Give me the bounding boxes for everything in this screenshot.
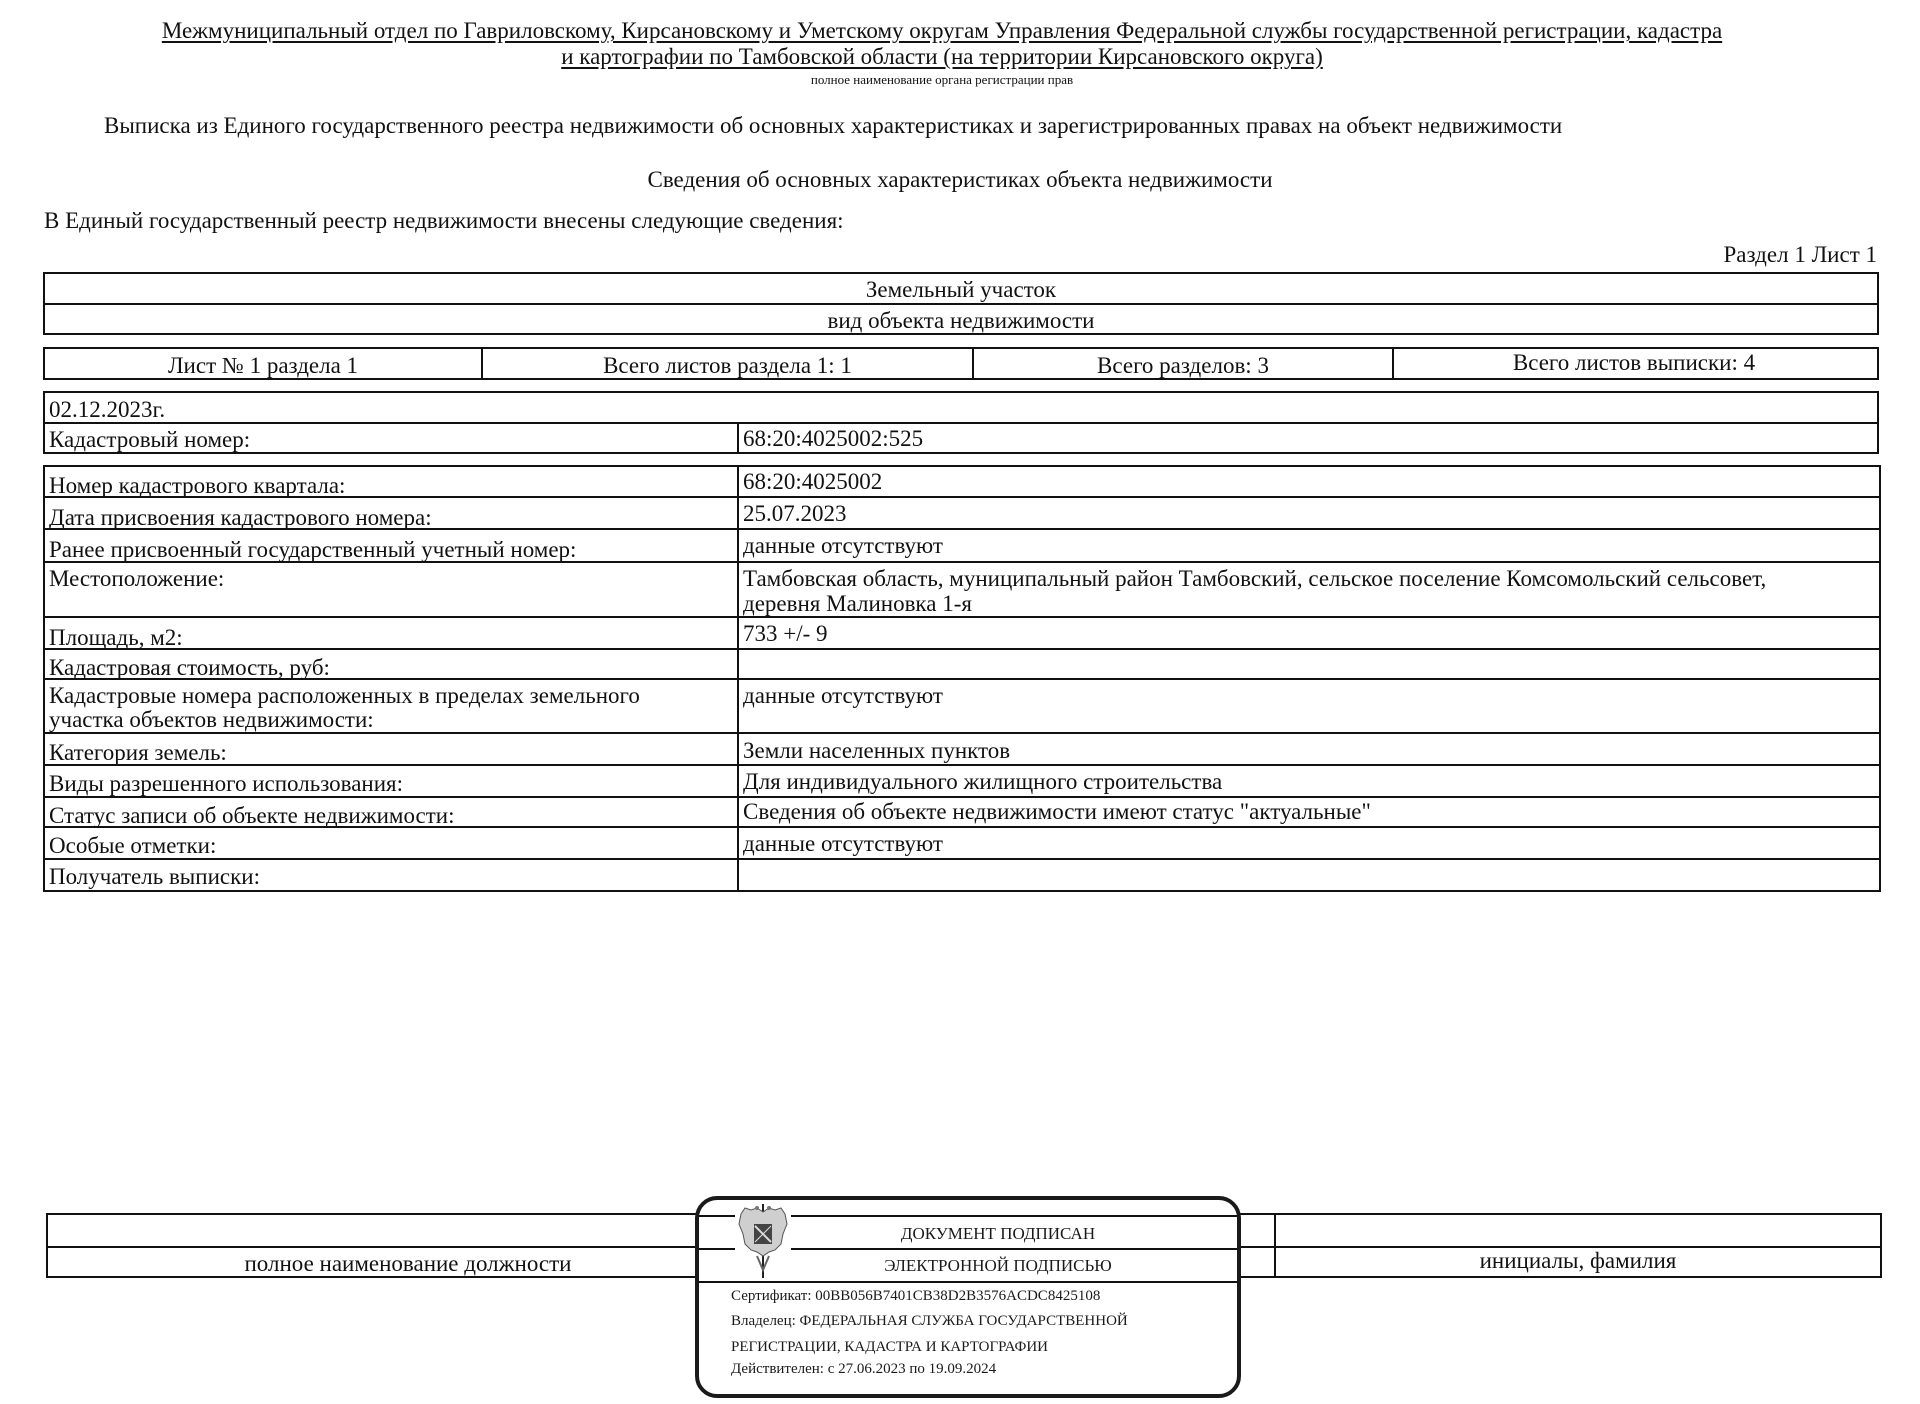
divider [699,1281,1237,1283]
row-value-permitted-use: Для индивидуального жилищного строительства [743,769,1223,794]
divider [45,303,1877,305]
section-sheet-label: Раздел 1 Лист 1 [1723,242,1877,267]
row-value-area: 733 +/- 9 [743,621,828,646]
row-label-cadastral-value: Кадастровая стоимость, руб: [49,655,330,680]
position-caption: полное наименование должности [244,1251,572,1276]
row-value-contained-objects: данные отсутствуют [743,683,943,708]
object-type-box [43,272,1879,335]
row-label-cadastral-quarter: Номер кадастрового квартала: [49,473,346,498]
e-signature-stamp [695,1196,1241,1398]
row-value-special-notes: данные отсутствуют [743,831,943,856]
row-divider [45,764,1879,766]
row-divider [45,796,1879,798]
stamp-owner-line2: РЕГИСТРАЦИИ, КАДАСТРА И КАРТОГРАФИИ [731,1339,1048,1355]
row-value-assignment-date: 25.07.2023 [743,501,847,526]
sheet-number: Лист № 1 раздела 1 [167,353,359,378]
row-value-cadastral-quarter: 68:20:4025002 [743,469,883,494]
authority-name-text: Межмуниципальный отдел по Гавриловскому, Кирсановскому и Уметскому округам Управления Федеральной службы государственной регистрации, кадастра [161,18,1723,43]
divider [737,422,739,452]
authority-name-line1 [0,18,1902,44]
row-value-record-status: Сведения об объекте недвижимости имеют статус "актуальные" [743,799,1371,824]
stamp-certificate: Сертификат: 00BB056B7401CB38D2B3576ACDC8425108 [731,1288,1101,1304]
section-count: Всего разделов: 3 [1097,353,1269,378]
section-sheet-count: Всего листов раздела 1: 1 [603,353,852,378]
row-label-special-notes: Особые отметки: [49,833,217,858]
row-value-previous-number: данные отсутствуют [743,533,943,558]
row-divider [45,648,1879,650]
section-title: Сведения об основных характеристиках объекта недвижимости [647,167,1273,192]
sheet-info-box [43,347,1879,380]
row-value-land-category: Земли населенных пунктов [743,738,1011,763]
row-label-previous-number: Ранее присвоенный государственный учетный номер: [49,537,577,562]
row-value-location-line1: Тамбовская область, муниципальный район Тамбовский, сельское поселение Комсомольский сельсовет, [743,566,1767,591]
stamp-owner-line1: Владелец: ФЕДЕРАЛЬНАЯ СЛУЖБА ГОСУДАРСТВЕННОЙ [731,1313,1128,1329]
characteristics-table [43,465,1881,892]
authority-name-text-2: и картографии по Тамбовской области (на территории Кирсановского округа) [561,44,1323,69]
total-sheet-count: Всего листов выписки: 4 [1512,350,1756,375]
row-label-permitted-use: Виды разрешенного использования: [49,771,403,796]
object-type-value: Земельный участок [865,277,1057,302]
stamp-title-line1: ДОКУМЕНТ ПОДПИСАН [900,1224,1096,1243]
row-label-record-status: Статус записи об объекте недвижимости: [49,803,455,828]
cadastral-number-label: Кадастровый номер: [49,427,251,452]
row-label-assignment-date: Дата присвоения кадастрового номера: [49,505,432,530]
record-date: 02.12.2023г. [49,397,166,422]
name-caption: инициалы, фамилия [1479,1248,1677,1273]
record-box [43,391,1879,454]
row-value-location-line2: деревня Малиновка 1-я [743,591,972,616]
divider [45,422,1877,424]
row-label-contained-objects-line2: участка объектов недвижимости: [49,707,374,732]
row-label-recipient: Получатель выписки: [49,864,260,889]
stamp-title-line2: ЭЛЕКТРОННОЙ ПОДПИСЬЮ [884,1256,1112,1275]
document-title: Выписка из Единого государственного реестра недвижимости об основных характеристиках и зарегистрированных правах на объект недвижимости [104,113,1563,138]
row-label-contained-objects-line1: Кадастровые номера расположенных в пределах земельного [49,683,640,708]
row-divider [45,732,1879,734]
row-label-area: Площадь, м2: [49,625,183,650]
object-type-caption: вид объекта недвижимости [827,308,1095,333]
row-label-land-category: Категория земель: [49,740,227,765]
intro-text: В Единый государственный реестр недвижимости внесены следующие сведения: [44,208,844,233]
row-label-location: Местоположение: [49,566,225,591]
stamp-validity: Действителен: с 27.06.2023 по 19.09.2024 [731,1361,997,1377]
row-divider [45,616,1879,618]
authority-caption: полное наименование органа регистрации прав [810,72,1074,87]
cadastral-number-value: 68:20:4025002:525 [743,426,924,451]
row-divider [45,858,1879,860]
authority-name-line2 [0,44,1902,70]
